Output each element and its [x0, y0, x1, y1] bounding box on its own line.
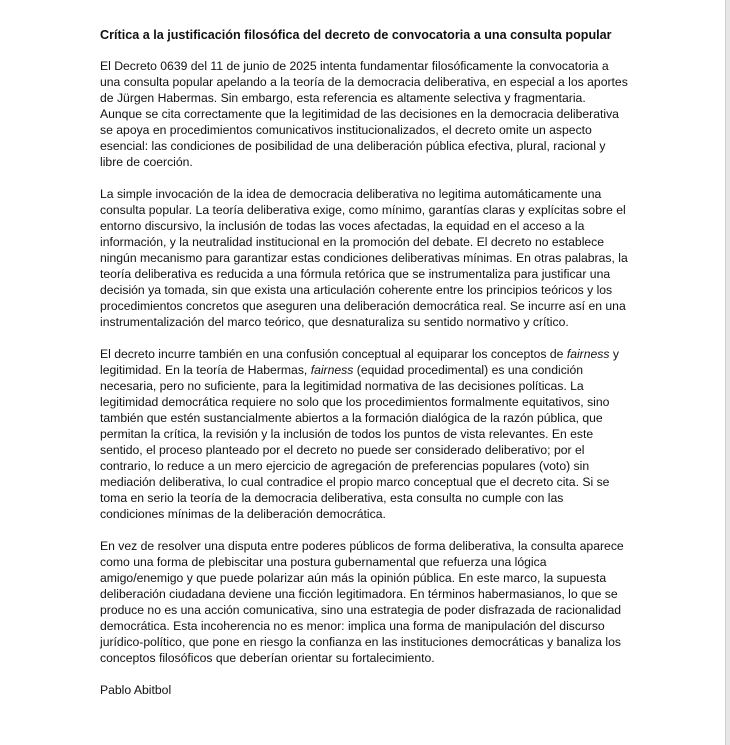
document-title: Crítica a la justificación filosófica del decreto de convocatoria a una consulta popular [100, 28, 612, 42]
paragraph-3 [100, 346, 630, 522]
paragraph-3-text-c: (equidad procedimental) es una condición necesaria, pero no suficiente, para la legitimidad normativa de las decisiones políticas. La legitimidad democrática requiere no solo que los procedimientos formalmente equitativos, sino también que estén sustancialmente abiertos a la formación dialógica de la razón pública, que permitan la crítica, la revisión y la inclusión de todos los puntos de vista relevantes. En este sentido, el proceso planteado por el decreto no puede ser considerado deliberativo; por el contrario, lo reduce a un mero ejercicio de agregación de preferencias populares (voto) sin mediación deliberativa, lo cual contradice el propio marco conceptual que el decreto cita. Si se toma en serio la teoría de la democracia deliberativa, esta consulta no cumple con las condiciones mínimas de la deliberación democrática. [100, 363, 610, 521]
paragraph-2: La simple invocación de la idea de democracia deliberativa no legitima automáticamente una consulta popular. La teoría deliberativa exige, como mínimo, garantías claras y explícitas sobre el entorno discursivo, la inclusión de todas las voces afectadas, la equidad en el acceso a la información, y la neutralidad institucional en la promoción del debate. El decreto no establece ningún mecanismo para garantizar estas condiciones deliberativas mínimas. En otras palabras, la teoría deliberativa es reducida a una fórmula retórica que se instrumentaliza para justificar una decisión ya tomada, sin que exista una articulación coherente entre los principios teóricos y los procedimientos concretos que aseguren una deliberación democrática real. Se incurre así en una instrumentalización del marco teórico, que desnaturaliza su sentido normativo y crítico. [100, 187, 628, 329]
paragraph-1: El Decreto 0639 del 11 de junio de 2025 intenta fundamentar filosóficamente la convocatoria a una consulta popular apelando a la teoría de la democracia deliberativa, en especial a los aportes de Jürgen Habermas. Sin embargo, esta referencia es altamente selectiva y fragmentaria. Aunque se cita correctamente que la legitimidad de las decisiones en la democracia deliberativa se apoya en procedimientos comunicativos institucionalizados, el decreto omite un aspecto esencial: las condiciones de posibilidad de una deliberación pública efectiva, plural, racional y libre de coerción. [100, 59, 628, 169]
paragraph-3-text-a: El decreto incurre también en una confusión conceptual al equiparar los conceptos de [100, 347, 567, 361]
document-content [100, 27, 630, 698]
term-fairness: fairness [566, 347, 610, 361]
paragraph-4: En vez de resolver una disputa entre poderes públicos de forma deliberativa, la consulta aparece como una forma de plebiscitar una postura gubernamental que refuerza una lógica amigo/enemigo y que puede polarizar aún más la opinión pública. En este marco, la supuesta deliberación ciudadana deviene una ficción legitimadora. En términos habermasianos, lo que se produce no es una acción comunicativa, sino una estrategia de poder disfrazada de racionalidad democrática. Esta incoherencia no es menor: implica una forma de manipulación del discurso jurídico-político, que pone en riesgo la confianza en las instituciones democráticas y banaliza los conceptos filosóficos que deberían orientar su fortalecimiento. [100, 539, 624, 665]
author-signature: Pablo Abitbol [100, 683, 172, 697]
paragraph-3-text-b: y legitimidad. En la teoría de Habermas, [100, 347, 619, 377]
term-fairness-2: fairness [310, 363, 354, 377]
page-edge [725, 0, 730, 745]
